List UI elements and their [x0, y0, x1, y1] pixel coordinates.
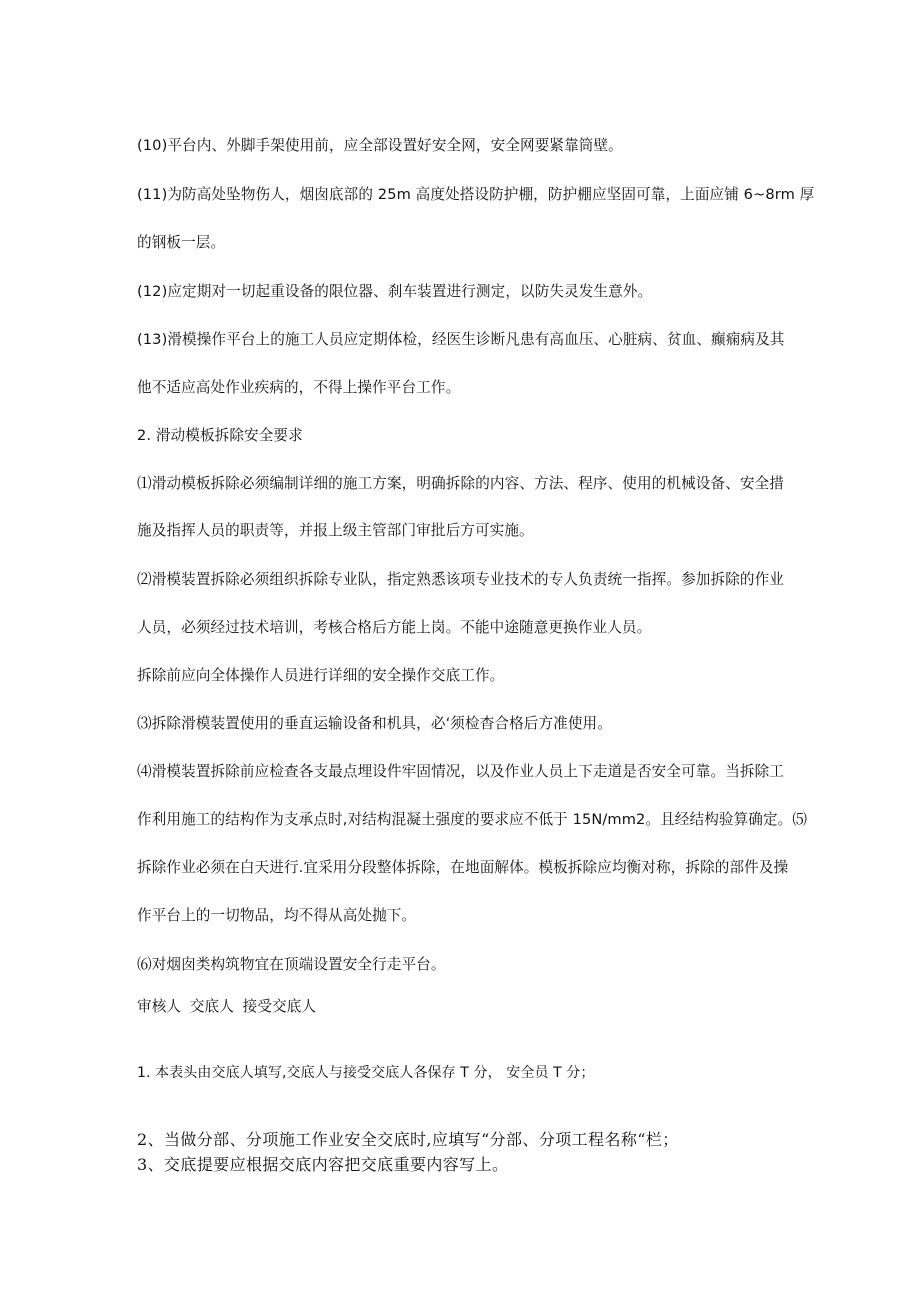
clause-13-line-1: (13)滑模操作平台上的施工人员应定期体检，经医生诊断凡患有高血压、心脏病、贫血、癫痫病及其 — [137, 331, 785, 348]
item-1-line-2: 施及指挥人员的职责等，并报上级主管部门审批后方可实施。 — [137, 522, 534, 539]
item-4-line-1: ⑷滑模装置拆除前应检查各支最点埋设件牢固情况，以及作业人员上下走道是否安全可靠。当拆除工 — [137, 763, 784, 780]
clause-10: (10)平台内、外脚手架使用前，应全部设置好安全网，安全网要紧靠筒壁。 — [137, 137, 623, 154]
signature-row: 审核人 交底人 接受交底人 — [137, 998, 317, 1015]
item-2-line-1: ⑵滑模装置拆除必须组织拆除专业队，指定熟悉该项专业技术的专人负责统一指挥。参加拆除的作业 — [137, 571, 784, 588]
footnote-3: 3、交底提要应根据交底内容把交底重要内容写上。 — [137, 1155, 509, 1174]
item-5-line-2: 作平台上的一切物品，均不得从高处抛下。 — [137, 907, 417, 924]
clause-13-line-2: 他不适应高处作业疾病的，不得上操作平台工作。 — [137, 379, 461, 396]
item-3: ⑶拆除滑模装置使用的垂直运输设备和机具，必‘须检杳合格后方准使用。 — [137, 715, 612, 732]
clause-11-line-1: (11)为防高处坠物伤人，烟囱底部的 25m 高度处搭设防护棚，防护棚应坚固可靠，上面应铺 6~8rm 厚 — [137, 186, 815, 203]
clause-11-line-2: 的钢板一层。 — [137, 234, 226, 251]
item-4-line-2: 作利用施工的结构作为支承点时,对结构混凝土强度的要求应不低于 15N/mm2。且经结构验算确定。⑸ — [137, 811, 808, 828]
item-5-line-1: 拆除作业必须在白天进行.宜采用分段整体拆除，在地面解体。模板拆除应均衡对称，拆除的部件及操 — [137, 859, 789, 876]
section-heading: 2. 滑动模板拆除安全要求 — [137, 427, 303, 444]
item-6: ⑹对烟囱类构筑物宜在顶端设置安全行走平台。 — [137, 956, 446, 973]
pre-demolition-note: 拆除前应向全体操作人员进行详细的安全操作交底工作。 — [137, 667, 505, 684]
footnote-1: 1. 本表头由交底人填写,交底人与接受交底人各保存 T 分， 安全员 T 分； — [137, 1065, 595, 1081]
clause-12: (12)应定期对一切起重设备的限位器、刹车装置进行测定，以防失灵发生意外。 — [137, 283, 653, 300]
item-2-line-2: 人员，必须经过技术培训，考核合格后方能上岗。不能中途随意更换作业人员。 — [137, 619, 652, 636]
footnote-2: 2、当做分部、分项施工作业安全交底时,应填写“分部、分项工程名称“栏； — [137, 1130, 679, 1149]
item-1-line-1: ⑴滑动模板拆除必须编制详细的施工方案，明确拆除的内容、方法、程序、使用的机械设备、安全措 — [137, 475, 784, 492]
